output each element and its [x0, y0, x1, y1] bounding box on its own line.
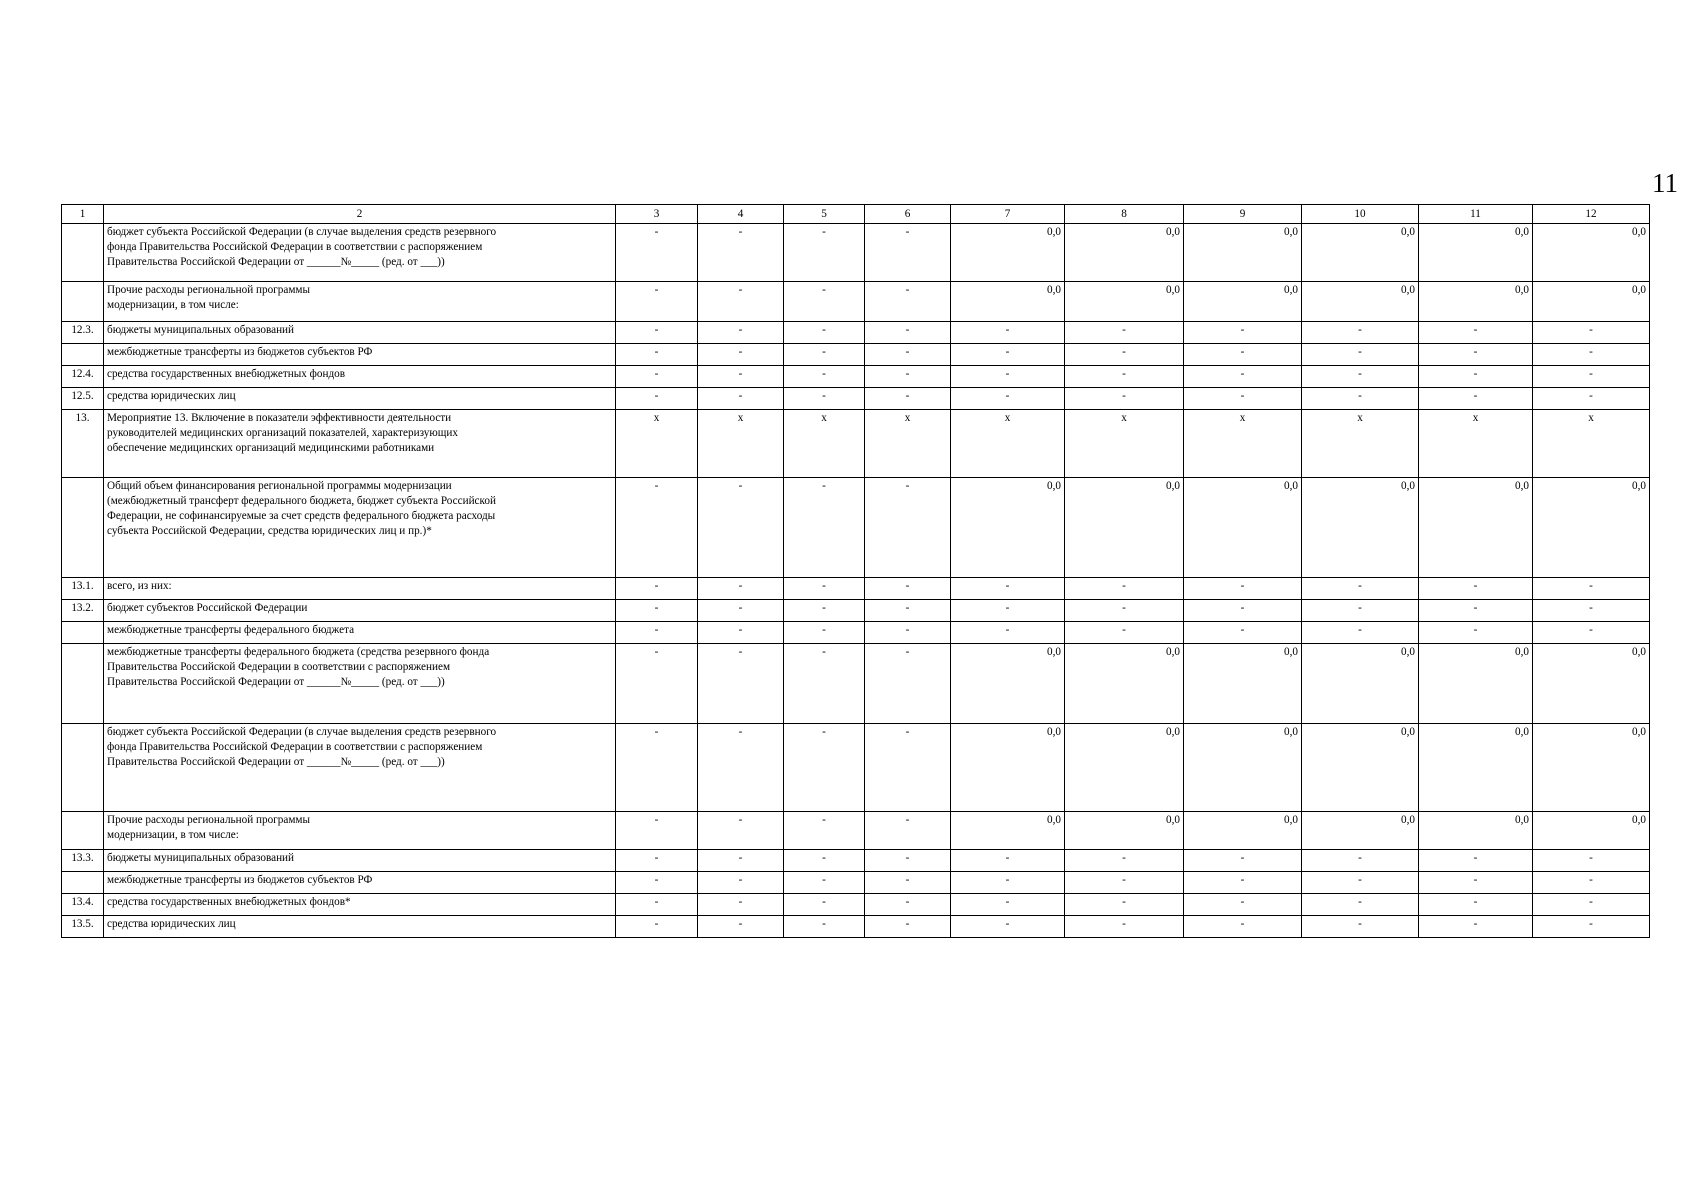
table-row	[62, 224, 1650, 282]
value-cell: -	[784, 344, 865, 366]
value-cell: -	[865, 724, 951, 812]
value-cell: -	[865, 850, 951, 872]
value-cell: 0,0	[1533, 224, 1650, 282]
row-description: межбюджетные трансферты федерального бюджета (средства резервного фонда Правительства Российской Федерации в соответствии с распоряжением Правительства Российской Федерации от ______№_____ (ред. от ___))	[104, 644, 616, 724]
value-cell: -	[1065, 850, 1184, 872]
row-description: средства юридических лиц	[104, 916, 616, 938]
value-cell: -	[951, 578, 1065, 600]
value-cell: 0,0	[1533, 724, 1650, 812]
value-cell: -	[1184, 322, 1302, 344]
value-cell: -	[1419, 850, 1533, 872]
table-row	[62, 894, 1650, 916]
value-cell: -	[1065, 366, 1184, 388]
value-cell: 0,0	[1065, 812, 1184, 850]
value-cell: -	[698, 282, 784, 322]
value-cell: -	[951, 366, 1065, 388]
column-header: 11	[1419, 205, 1533, 224]
value-cell: -	[951, 600, 1065, 622]
row-description: бюджеты муниципальных образований	[104, 322, 616, 344]
value-cell: -	[1419, 388, 1533, 410]
row-number: 12.3.	[62, 322, 104, 344]
value-cell: -	[951, 344, 1065, 366]
value-cell: -	[951, 388, 1065, 410]
value-cell: 0,0	[1302, 478, 1419, 578]
value-cell: -	[784, 478, 865, 578]
value-cell: 0,0	[1419, 724, 1533, 812]
value-cell: -	[698, 578, 784, 600]
value-cell: -	[865, 224, 951, 282]
value-cell: -	[784, 916, 865, 938]
value-cell: -	[698, 344, 784, 366]
value-cell: x	[784, 410, 865, 478]
value-cell: -	[1533, 916, 1650, 938]
value-cell: -	[698, 388, 784, 410]
table-row	[62, 344, 1650, 366]
value-cell: -	[1533, 388, 1650, 410]
value-cell: -	[1419, 622, 1533, 644]
value-cell: -	[1184, 366, 1302, 388]
table-row	[62, 478, 1650, 578]
row-number	[62, 224, 104, 282]
value-cell: -	[1533, 872, 1650, 894]
column-header: 3	[616, 205, 698, 224]
column-header: 8	[1065, 205, 1184, 224]
row-number	[62, 282, 104, 322]
value-cell: -	[616, 644, 698, 724]
value-cell: -	[1302, 322, 1419, 344]
row-description: межбюджетные трансферты из бюджетов субъектов РФ	[104, 872, 616, 894]
value-cell: -	[616, 578, 698, 600]
value-cell: -	[1065, 622, 1184, 644]
value-cell: -	[1065, 578, 1184, 600]
header-row	[62, 205, 1650, 224]
value-cell: -	[865, 644, 951, 724]
value-cell: 0,0	[1302, 724, 1419, 812]
value-cell: -	[1065, 916, 1184, 938]
value-cell: -	[1419, 600, 1533, 622]
value-cell: -	[865, 478, 951, 578]
row-description: Прочие расходы региональной программы модернизации, в том числе:	[104, 812, 616, 850]
column-header: 6	[865, 205, 951, 224]
value-cell: -	[784, 366, 865, 388]
value-cell: 0,0	[951, 478, 1065, 578]
value-cell: -	[1302, 600, 1419, 622]
value-cell: -	[616, 850, 698, 872]
table-body	[62, 224, 1650, 938]
row-number: 12.5.	[62, 388, 104, 410]
column-header: 12	[1533, 205, 1650, 224]
value-cell: -	[1533, 366, 1650, 388]
table-row	[62, 410, 1650, 478]
column-header: 7	[951, 205, 1065, 224]
value-cell: 0,0	[951, 644, 1065, 724]
value-cell: -	[1533, 600, 1650, 622]
column-header: 10	[1302, 205, 1419, 224]
value-cell: 0,0	[1184, 478, 1302, 578]
table-row	[62, 322, 1650, 344]
value-cell: -	[1065, 600, 1184, 622]
table-row	[62, 388, 1650, 410]
row-description: средства юридических лиц	[104, 388, 616, 410]
row-number: 13.	[62, 410, 104, 478]
row-number: 12.4.	[62, 366, 104, 388]
value-cell: x	[865, 410, 951, 478]
value-cell: 0,0	[1065, 644, 1184, 724]
value-cell: 0,0	[1302, 282, 1419, 322]
value-cell: -	[865, 366, 951, 388]
value-cell: 0,0	[1065, 282, 1184, 322]
value-cell: 0,0	[1419, 282, 1533, 322]
value-cell: -	[1184, 388, 1302, 410]
value-cell: -	[1184, 850, 1302, 872]
value-cell: -	[951, 850, 1065, 872]
value-cell: 0,0	[1184, 812, 1302, 850]
value-cell: -	[698, 916, 784, 938]
value-cell: -	[698, 322, 784, 344]
value-cell: -	[784, 578, 865, 600]
row-description: всего, из них:	[104, 578, 616, 600]
value-cell: 0,0	[1184, 724, 1302, 812]
value-cell: -	[784, 282, 865, 322]
value-cell: 0,0	[951, 282, 1065, 322]
value-cell: -	[698, 224, 784, 282]
value-cell: -	[698, 894, 784, 916]
value-cell: -	[1184, 600, 1302, 622]
value-cell: -	[616, 812, 698, 850]
value-cell: x	[1065, 410, 1184, 478]
value-cell: -	[865, 600, 951, 622]
row-number	[62, 644, 104, 724]
row-description: межбюджетные трансферты из бюджетов субъектов РФ	[104, 344, 616, 366]
row-description: средства государственных внебюджетных фондов*	[104, 894, 616, 916]
value-cell: -	[784, 812, 865, 850]
value-cell: -	[1533, 344, 1650, 366]
value-cell: -	[1419, 578, 1533, 600]
value-cell: -	[698, 644, 784, 724]
value-cell: -	[1419, 366, 1533, 388]
row-description: бюджет субъекта Российской Федерации (в случае выделения средств резервного фонда Правительства Российской Федерации в соответствии с распоряжением Правительства Российской Федерации от ______№_____ (ред. от ___))	[104, 224, 616, 282]
value-cell: -	[865, 322, 951, 344]
value-cell: -	[1533, 622, 1650, 644]
value-cell: x	[1533, 410, 1650, 478]
value-cell: 0,0	[951, 812, 1065, 850]
value-cell: -	[1302, 344, 1419, 366]
value-cell: -	[1184, 894, 1302, 916]
value-cell: -	[616, 600, 698, 622]
value-cell: -	[1184, 344, 1302, 366]
value-cell: -	[698, 366, 784, 388]
value-cell: -	[1533, 850, 1650, 872]
row-description: бюджет субъекта Российской Федерации (в случае выделения средств резервного фонда Правительства Российской Федерации в соответствии с распоряжением Правительства Российской Федерации от ______№_____ (ред. от ___))	[104, 724, 616, 812]
row-number: 13.3.	[62, 850, 104, 872]
value-cell: -	[1302, 916, 1419, 938]
value-cell: -	[865, 812, 951, 850]
value-cell: -	[698, 478, 784, 578]
value-cell: 0,0	[1419, 224, 1533, 282]
value-cell: -	[1065, 388, 1184, 410]
row-description: бюджет субъектов Российской Федерации	[104, 600, 616, 622]
value-cell: -	[865, 282, 951, 322]
value-cell: -	[865, 872, 951, 894]
value-cell: -	[784, 872, 865, 894]
value-cell: -	[951, 622, 1065, 644]
value-cell: x	[1184, 410, 1302, 478]
table-row	[62, 916, 1650, 938]
value-cell: 0,0	[1533, 644, 1650, 724]
row-number	[62, 478, 104, 578]
table-row	[62, 600, 1650, 622]
row-description: бюджеты муниципальных образований	[104, 850, 616, 872]
value-cell: -	[698, 850, 784, 872]
value-cell: -	[1533, 322, 1650, 344]
value-cell: 0,0	[1419, 478, 1533, 578]
value-cell: -	[1533, 578, 1650, 600]
value-cell: -	[784, 600, 865, 622]
table-row	[62, 812, 1650, 850]
value-cell: -	[616, 724, 698, 812]
row-number: 13.1.	[62, 578, 104, 600]
value-cell: -	[1419, 916, 1533, 938]
value-cell: x	[1302, 410, 1419, 478]
row-number	[62, 344, 104, 366]
value-cell: -	[1065, 322, 1184, 344]
value-cell: -	[616, 872, 698, 894]
row-description: Общий объем финансирования региональной программы модернизации (межбюджетный трансферт федерального бюджета, бюджет субъекта Российской Федерации, не софинансируемые за счет средств федерального бюджета расходы субъекта Российской Федерации, средства юридических лиц и пр.)*	[104, 478, 616, 578]
column-header: 4	[698, 205, 784, 224]
value-cell: -	[865, 388, 951, 410]
value-cell: -	[616, 322, 698, 344]
value-cell: 0,0	[1184, 282, 1302, 322]
value-cell: -	[1302, 850, 1419, 872]
row-description: межбюджетные трансферты федерального бюджета	[104, 622, 616, 644]
value-cell: x	[616, 410, 698, 478]
value-cell: -	[616, 622, 698, 644]
column-header: 2	[104, 205, 616, 224]
column-header: 5	[784, 205, 865, 224]
value-cell: -	[1419, 894, 1533, 916]
table-row	[62, 872, 1650, 894]
value-cell: -	[865, 622, 951, 644]
table-row	[62, 366, 1650, 388]
value-cell: -	[1302, 894, 1419, 916]
table-row	[62, 724, 1650, 812]
value-cell: 0,0	[1419, 812, 1533, 850]
value-cell: -	[784, 644, 865, 724]
value-cell: -	[1302, 578, 1419, 600]
value-cell: -	[616, 388, 698, 410]
value-cell: -	[616, 916, 698, 938]
value-cell: x	[1419, 410, 1533, 478]
value-cell: 0,0	[951, 724, 1065, 812]
value-cell: 0,0	[1065, 478, 1184, 578]
value-cell: -	[698, 622, 784, 644]
value-cell: 0,0	[1302, 812, 1419, 850]
value-cell: -	[1419, 322, 1533, 344]
value-cell: -	[951, 872, 1065, 894]
value-cell: 0,0	[1419, 644, 1533, 724]
value-cell: -	[1184, 916, 1302, 938]
value-cell: 0,0	[1533, 282, 1650, 322]
value-cell: -	[1065, 872, 1184, 894]
value-cell: -	[951, 894, 1065, 916]
value-cell: -	[865, 578, 951, 600]
value-cell: -	[698, 600, 784, 622]
value-cell: 0,0	[1184, 644, 1302, 724]
row-number: 13.5.	[62, 916, 104, 938]
value-cell: -	[1065, 344, 1184, 366]
value-cell: -	[951, 322, 1065, 344]
row-number	[62, 872, 104, 894]
column-header: 1	[62, 205, 104, 224]
table-row	[62, 850, 1650, 872]
value-cell: 0,0	[1533, 812, 1650, 850]
row-number: 13.2.	[62, 600, 104, 622]
value-cell: -	[698, 724, 784, 812]
value-cell: -	[865, 344, 951, 366]
value-cell: -	[616, 366, 698, 388]
table-row	[62, 282, 1650, 322]
value-cell: -	[784, 724, 865, 812]
value-cell: -	[784, 388, 865, 410]
value-cell: x	[951, 410, 1065, 478]
value-cell: -	[1184, 578, 1302, 600]
value-cell: -	[784, 894, 865, 916]
row-number: 13.4.	[62, 894, 104, 916]
value-cell: -	[1302, 366, 1419, 388]
value-cell: -	[1184, 622, 1302, 644]
value-cell: 0,0	[1533, 478, 1650, 578]
value-cell: 0,0	[1065, 224, 1184, 282]
value-cell: -	[1302, 872, 1419, 894]
value-cell: -	[784, 224, 865, 282]
value-cell: -	[1533, 894, 1650, 916]
value-cell: -	[616, 282, 698, 322]
value-cell: 0,0	[1302, 644, 1419, 724]
value-cell: -	[784, 622, 865, 644]
value-cell: -	[1184, 872, 1302, 894]
row-number	[62, 724, 104, 812]
table-row	[62, 622, 1650, 644]
value-cell: 0,0	[1065, 724, 1184, 812]
value-cell: -	[1419, 344, 1533, 366]
financing-table	[61, 204, 1650, 938]
value-cell: 0,0	[1184, 224, 1302, 282]
value-cell: -	[865, 916, 951, 938]
value-cell: -	[865, 894, 951, 916]
value-cell: -	[698, 872, 784, 894]
table-row	[62, 644, 1650, 724]
value-cell: -	[1065, 894, 1184, 916]
row-description: средства государственных внебюджетных фондов	[104, 366, 616, 388]
row-number	[62, 812, 104, 850]
value-cell: -	[616, 894, 698, 916]
page-number: 11	[1652, 168, 1678, 198]
value-cell: 0,0	[1302, 224, 1419, 282]
value-cell: -	[616, 344, 698, 366]
value-cell: -	[1419, 872, 1533, 894]
row-number	[62, 622, 104, 644]
value-cell: -	[1302, 622, 1419, 644]
value-cell: -	[616, 478, 698, 578]
value-cell: -	[951, 916, 1065, 938]
value-cell: 0,0	[951, 224, 1065, 282]
value-cell: -	[784, 322, 865, 344]
row-description: Мероприятие 13. Включение в показатели эффективности деятельности руководителей медицинских организаций показателей, характеризующих обеспечение медицинских организаций медицинскими работниками	[104, 410, 616, 478]
value-cell: -	[784, 850, 865, 872]
value-cell: -	[698, 812, 784, 850]
table-row	[62, 578, 1650, 600]
value-cell: -	[616, 224, 698, 282]
column-header: 9	[1184, 205, 1302, 224]
value-cell: x	[698, 410, 784, 478]
value-cell: -	[1302, 388, 1419, 410]
row-description: Прочие расходы региональной программы модернизации, в том числе:	[104, 282, 616, 322]
